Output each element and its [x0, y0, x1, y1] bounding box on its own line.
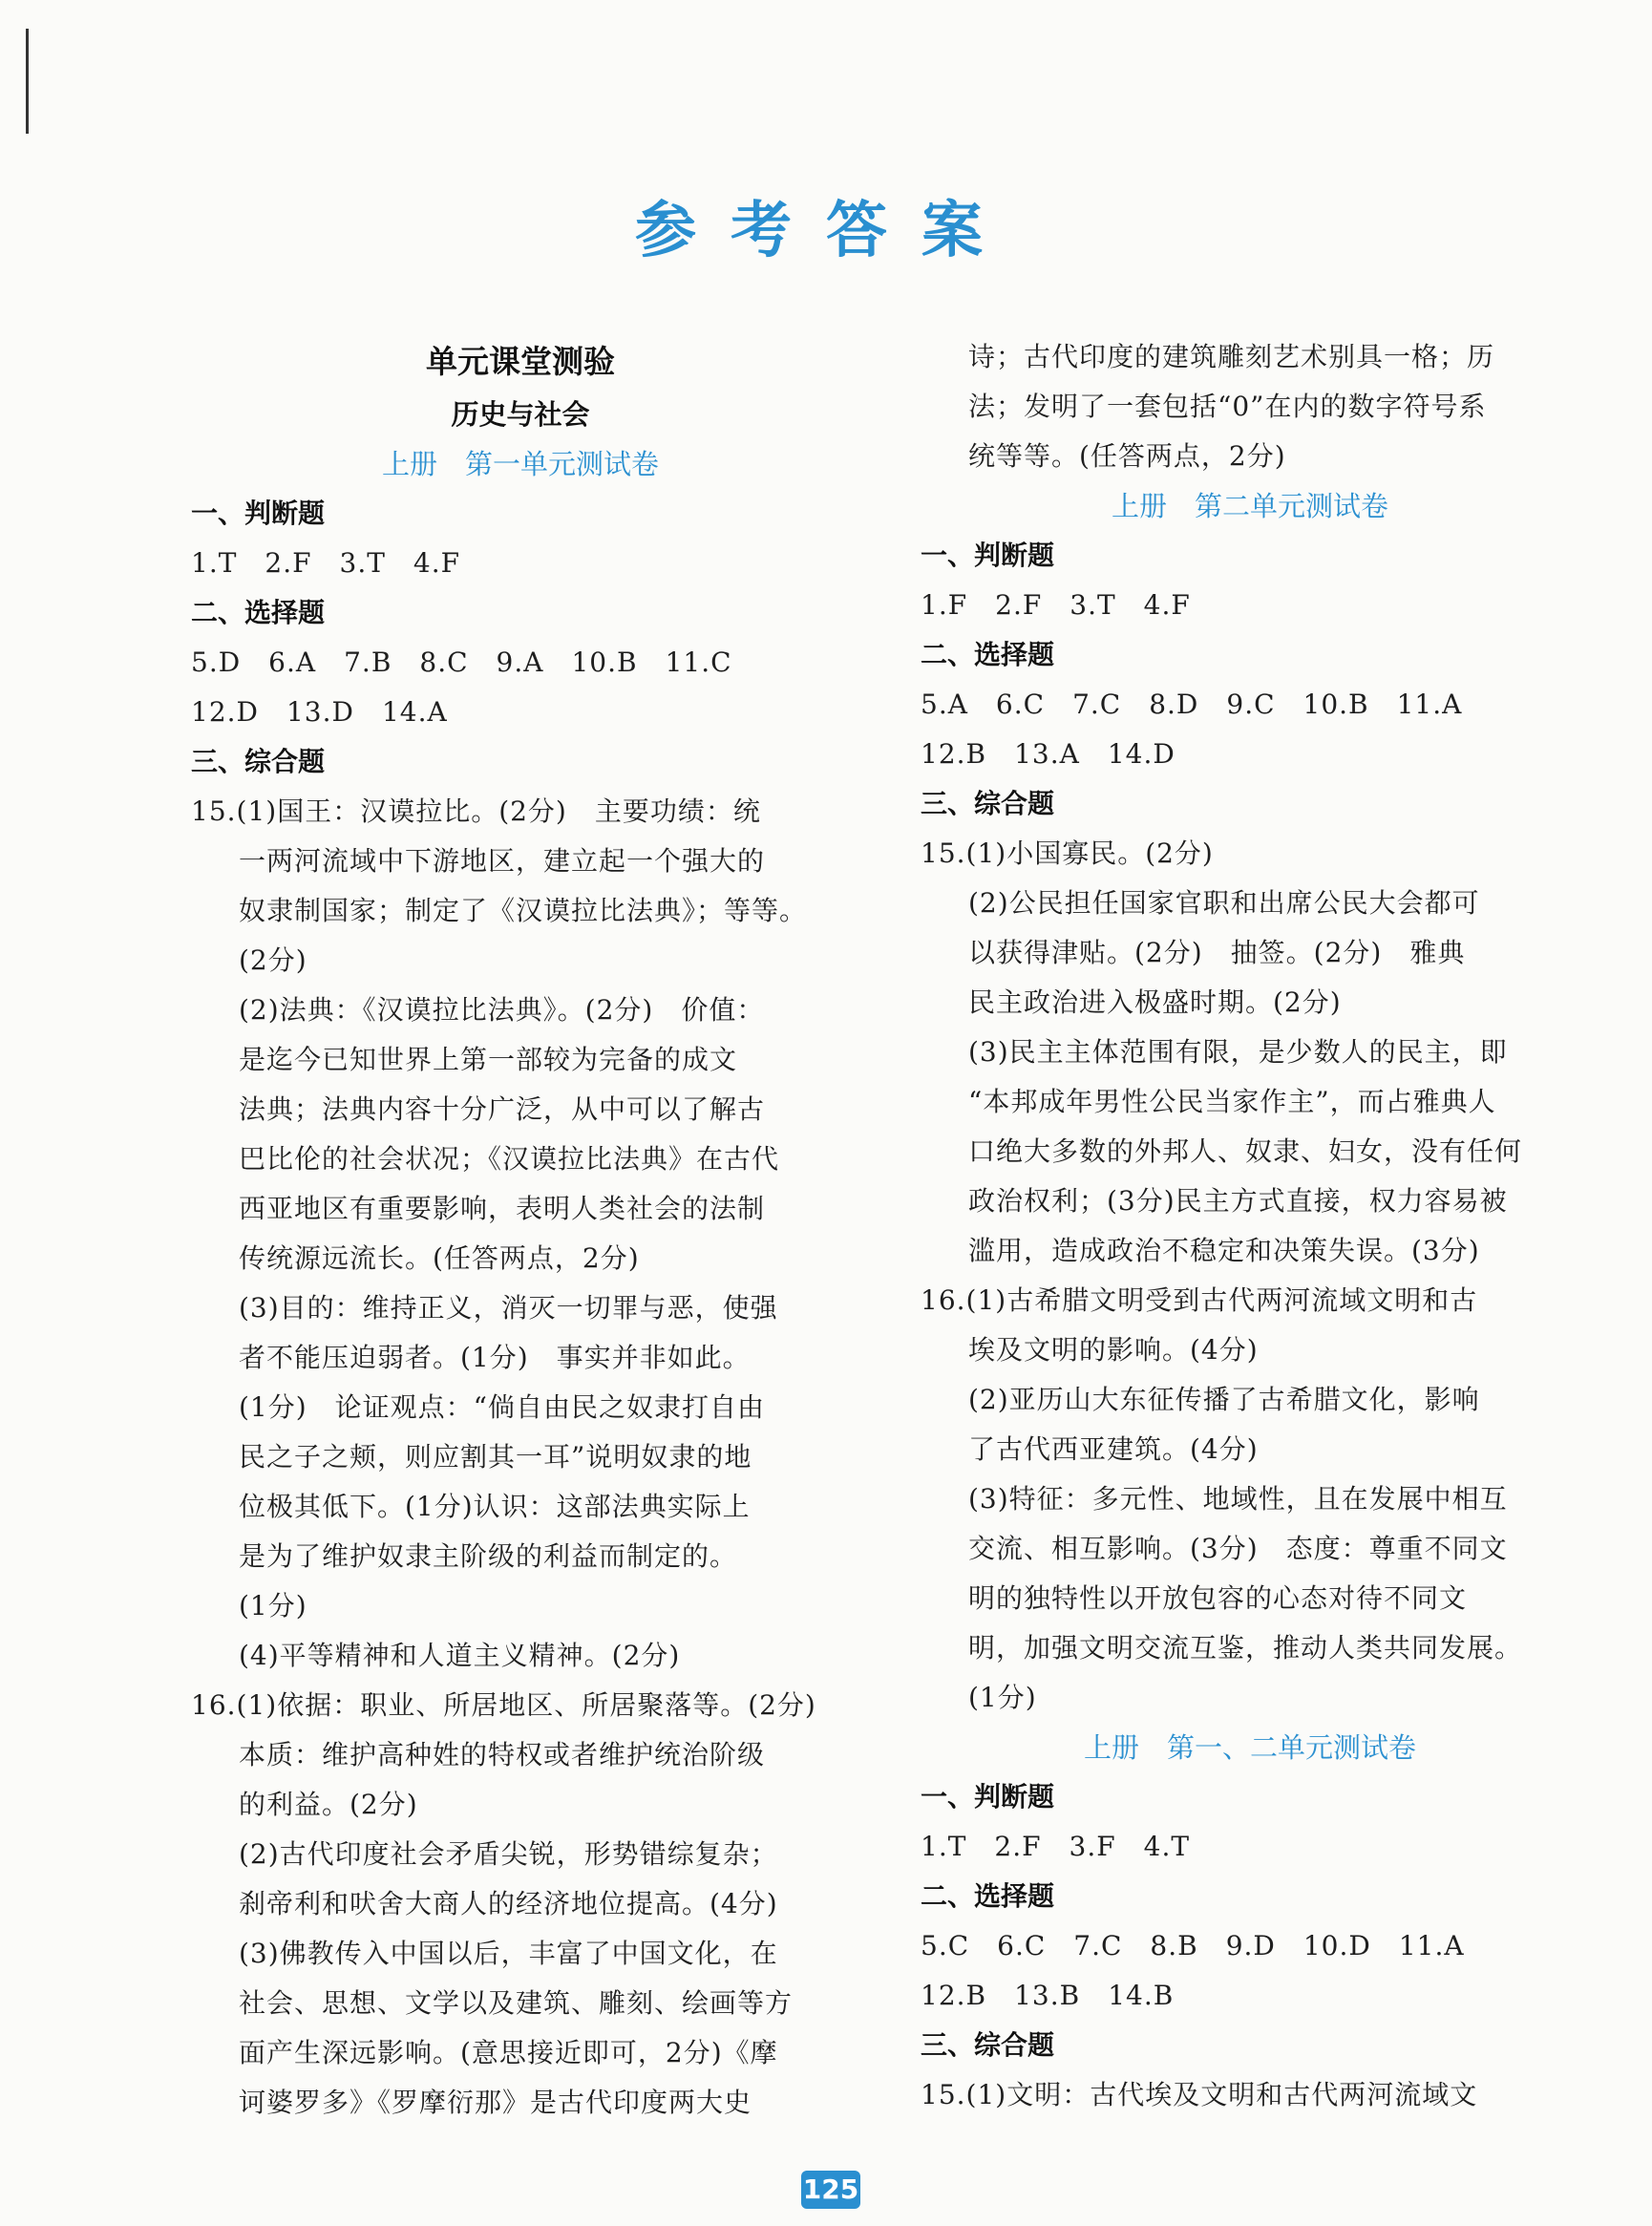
answer-line: 位极其低下。(1分)认识：这部法典实际上 — [239, 1491, 751, 1522]
left-column — [191, 334, 850, 2128]
answer-line: (3)佛教传入中国以后，丰富了中国文化，在 — [239, 1938, 778, 1969]
answer-line: 诗；古代印度的建筑雕刻艺术别具一格；历 — [968, 341, 1495, 372]
unit-test-heading: 上册 第二单元测试卷 — [1111, 490, 1388, 522]
answer-line: 埃及文明的影响。(4分) — [968, 1334, 1259, 1366]
answer-line: 法；发明了一套包括“0”在内的数字符号系 — [968, 391, 1487, 422]
question-part-heading: 二、选择题 — [921, 639, 1055, 670]
answer-line: 传统源远流长。(任答两点，2分) — [239, 1242, 640, 1274]
answer-line: 者不能压迫弱者。(1分) 事实并非如此。 — [239, 1342, 751, 1373]
answer-line: (3)目的：维持正义，消灭一切罪与恶，使强 — [239, 1292, 778, 1324]
answer-line: 明，加强文明交流互鉴，推动人类共同发展。 — [968, 1632, 1523, 1664]
answer-line: (3)特征：多元性、地域性，且在发展中相互 — [968, 1483, 1508, 1515]
answer-line: 民之子之颊，则应割其一耳”说明奴隶的地 — [239, 1441, 752, 1473]
answer-line: 1.F 2.F 3.T 4.F — [921, 589, 1191, 621]
question-part-heading: 三、综合题 — [191, 746, 326, 777]
answer-line: (2分) — [239, 944, 307, 976]
answer-line: (2)公民担任国家官职和出席公民大会都可 — [968, 887, 1480, 919]
answer-line: 奴隶制国家；制定了《汉谟拉比法典》；等等。 — [239, 895, 808, 926]
answer-line: 交流、相互影响。(3分) 态度：尊重不同文 — [968, 1533, 1508, 1564]
page-title: 参考答案 — [635, 195, 1017, 266]
unit-test-heading: 上册 第一单元测试卷 — [381, 448, 659, 480]
answer-line: 的利益。(2分) — [239, 1789, 418, 1820]
question-part-heading: 一、判断题 — [921, 1781, 1055, 1813]
answer-line: “本邦成年男性公民当家作主”，而占雅典人 — [968, 1086, 1496, 1117]
answer-line: 是迄今已知世界上第一部较为完备的成文 — [239, 1044, 738, 1075]
answer-line: 1.T 2.F 3.T 4.F — [191, 547, 461, 579]
answer-line: 本质：维护高种姓的特权或者维护统治阶级 — [239, 1739, 766, 1770]
answer-line: 5.A 6.C 7.C 8.D 9.C 10.B 11.A — [921, 689, 1463, 720]
answer-line: 刹帝利和吠舍大商人的经济地位提高。(4分) — [239, 1888, 778, 1919]
answer-line: 民主政治进入极盛时期。(2分) — [968, 986, 1342, 1018]
page-number: 125 — [801, 2171, 860, 2209]
answer-line: 面产生深远影响。(意思接近即可，2分)《摩 — [239, 2037, 778, 2068]
answer-line: 西亚地区有重要影响，表明人类社会的法制 — [239, 1193, 766, 1224]
answer-line: (1分) — [968, 1682, 1037, 1713]
answer-line: 巴比伦的社会状况；《汉谟拉比法典》在古代 — [239, 1143, 780, 1175]
answer-line: (3)民主主体范围有限，是少数人的民主，即 — [968, 1036, 1508, 1068]
answer-line: (4)平等精神和人道主义精神。(2分) — [239, 1640, 681, 1671]
question-part-heading: 二、选择题 — [921, 1880, 1055, 1912]
answer-line: 15.(1)小国寡民。(2分) — [921, 837, 1214, 869]
answer-line: 是为了维护奴隶主阶级的利益而制定的。 — [239, 1540, 738, 1572]
right-column — [921, 332, 1579, 2120]
answer-line: 12.B 13.B 14.B — [921, 1980, 1175, 2011]
answer-line: 15.(1)国王：汉谟拉比。(2分) 主要功绩：统 — [191, 795, 761, 827]
question-part-heading: 二、选择题 — [191, 597, 326, 628]
answer-line: 以获得津贴。(2分) 抽签。(2分) 雅典 — [968, 937, 1466, 968]
section-heading: 单元课堂测验 — [426, 343, 615, 380]
answer-line: 明的独特性以开放包容的心态对待不同文 — [968, 1582, 1468, 1614]
answer-line: 法典；法典内容十分广泛，从中可以了解古 — [239, 1093, 766, 1125]
page-edge-line — [26, 29, 29, 134]
question-part-heading: 三、综合题 — [921, 2029, 1055, 2061]
answer-line: 政治权利；(3分)民主方式直接，权力容易被 — [968, 1185, 1508, 1217]
answer-line: 一两河流域中下游地区，建立起一个强大的 — [239, 845, 766, 877]
answer-line: 社会、思想、文学以及建筑、雕刻、绘画等方 — [239, 1987, 794, 2019]
answer-line: 5.C 6.C 7.C 8.B 9.D 10.D 11.A — [921, 1930, 1465, 1961]
question-part-heading: 一、判断题 — [921, 540, 1055, 571]
answer-line: 5.D 6.A 7.B 8.C 9.A 10.B 11.C — [191, 647, 732, 678]
answer-line: 15.(1)文明：古代埃及文明和古代两河流域文 — [921, 2079, 1478, 2110]
subject-heading: 历史与社会 — [451, 398, 590, 431]
question-part-heading: 一、判断题 — [191, 498, 326, 529]
answer-line: (2)古代印度社会矛盾尖锐，形势错综复杂； — [239, 1838, 778, 1870]
answer-line: 滥用，造成政治不稳定和决策失误。(3分) — [968, 1235, 1480, 1266]
answer-line: (2)亚历山大东征传播了古希腊文化，影响 — [968, 1384, 1480, 1415]
answer-line: (2)法典：《汉谟拉比法典》。(2分) 价值： — [239, 994, 765, 1026]
answer-line: 1.T 2.F 3.F 4.T — [921, 1831, 1191, 1862]
question-part-heading: 三、综合题 — [921, 788, 1055, 819]
answer-line: 诃婆罗多》《罗摩衍那》是古代印度两大史 — [239, 2087, 752, 2118]
answer-line: (1分) — [239, 1590, 307, 1622]
answer-line: 统等等。(任答两点，2分) — [968, 440, 1286, 472]
answer-line: 16.(1)古希腊文明受到古代两河流域文明和古 — [921, 1284, 1478, 1316]
unit-test-heading: 上册 第一、二单元测试卷 — [1083, 1731, 1416, 1764]
answer-line: 12.D 13.D 14.A — [191, 696, 448, 728]
answer-line: 16.(1)依据：职业、所居地区、所居聚落等。(2分) — [191, 1689, 816, 1721]
answer-line: 口绝大多数的外邦人、奴隶、妇女，没有任何 — [968, 1135, 1523, 1167]
answer-line: 12.B 13.A 14.D — [921, 738, 1175, 770]
answer-line: (1分) 论证观点：“倘自由民之奴隶打自由 — [239, 1391, 765, 1423]
answer-line: 了古代西亚建筑。(4分) — [968, 1433, 1259, 1465]
